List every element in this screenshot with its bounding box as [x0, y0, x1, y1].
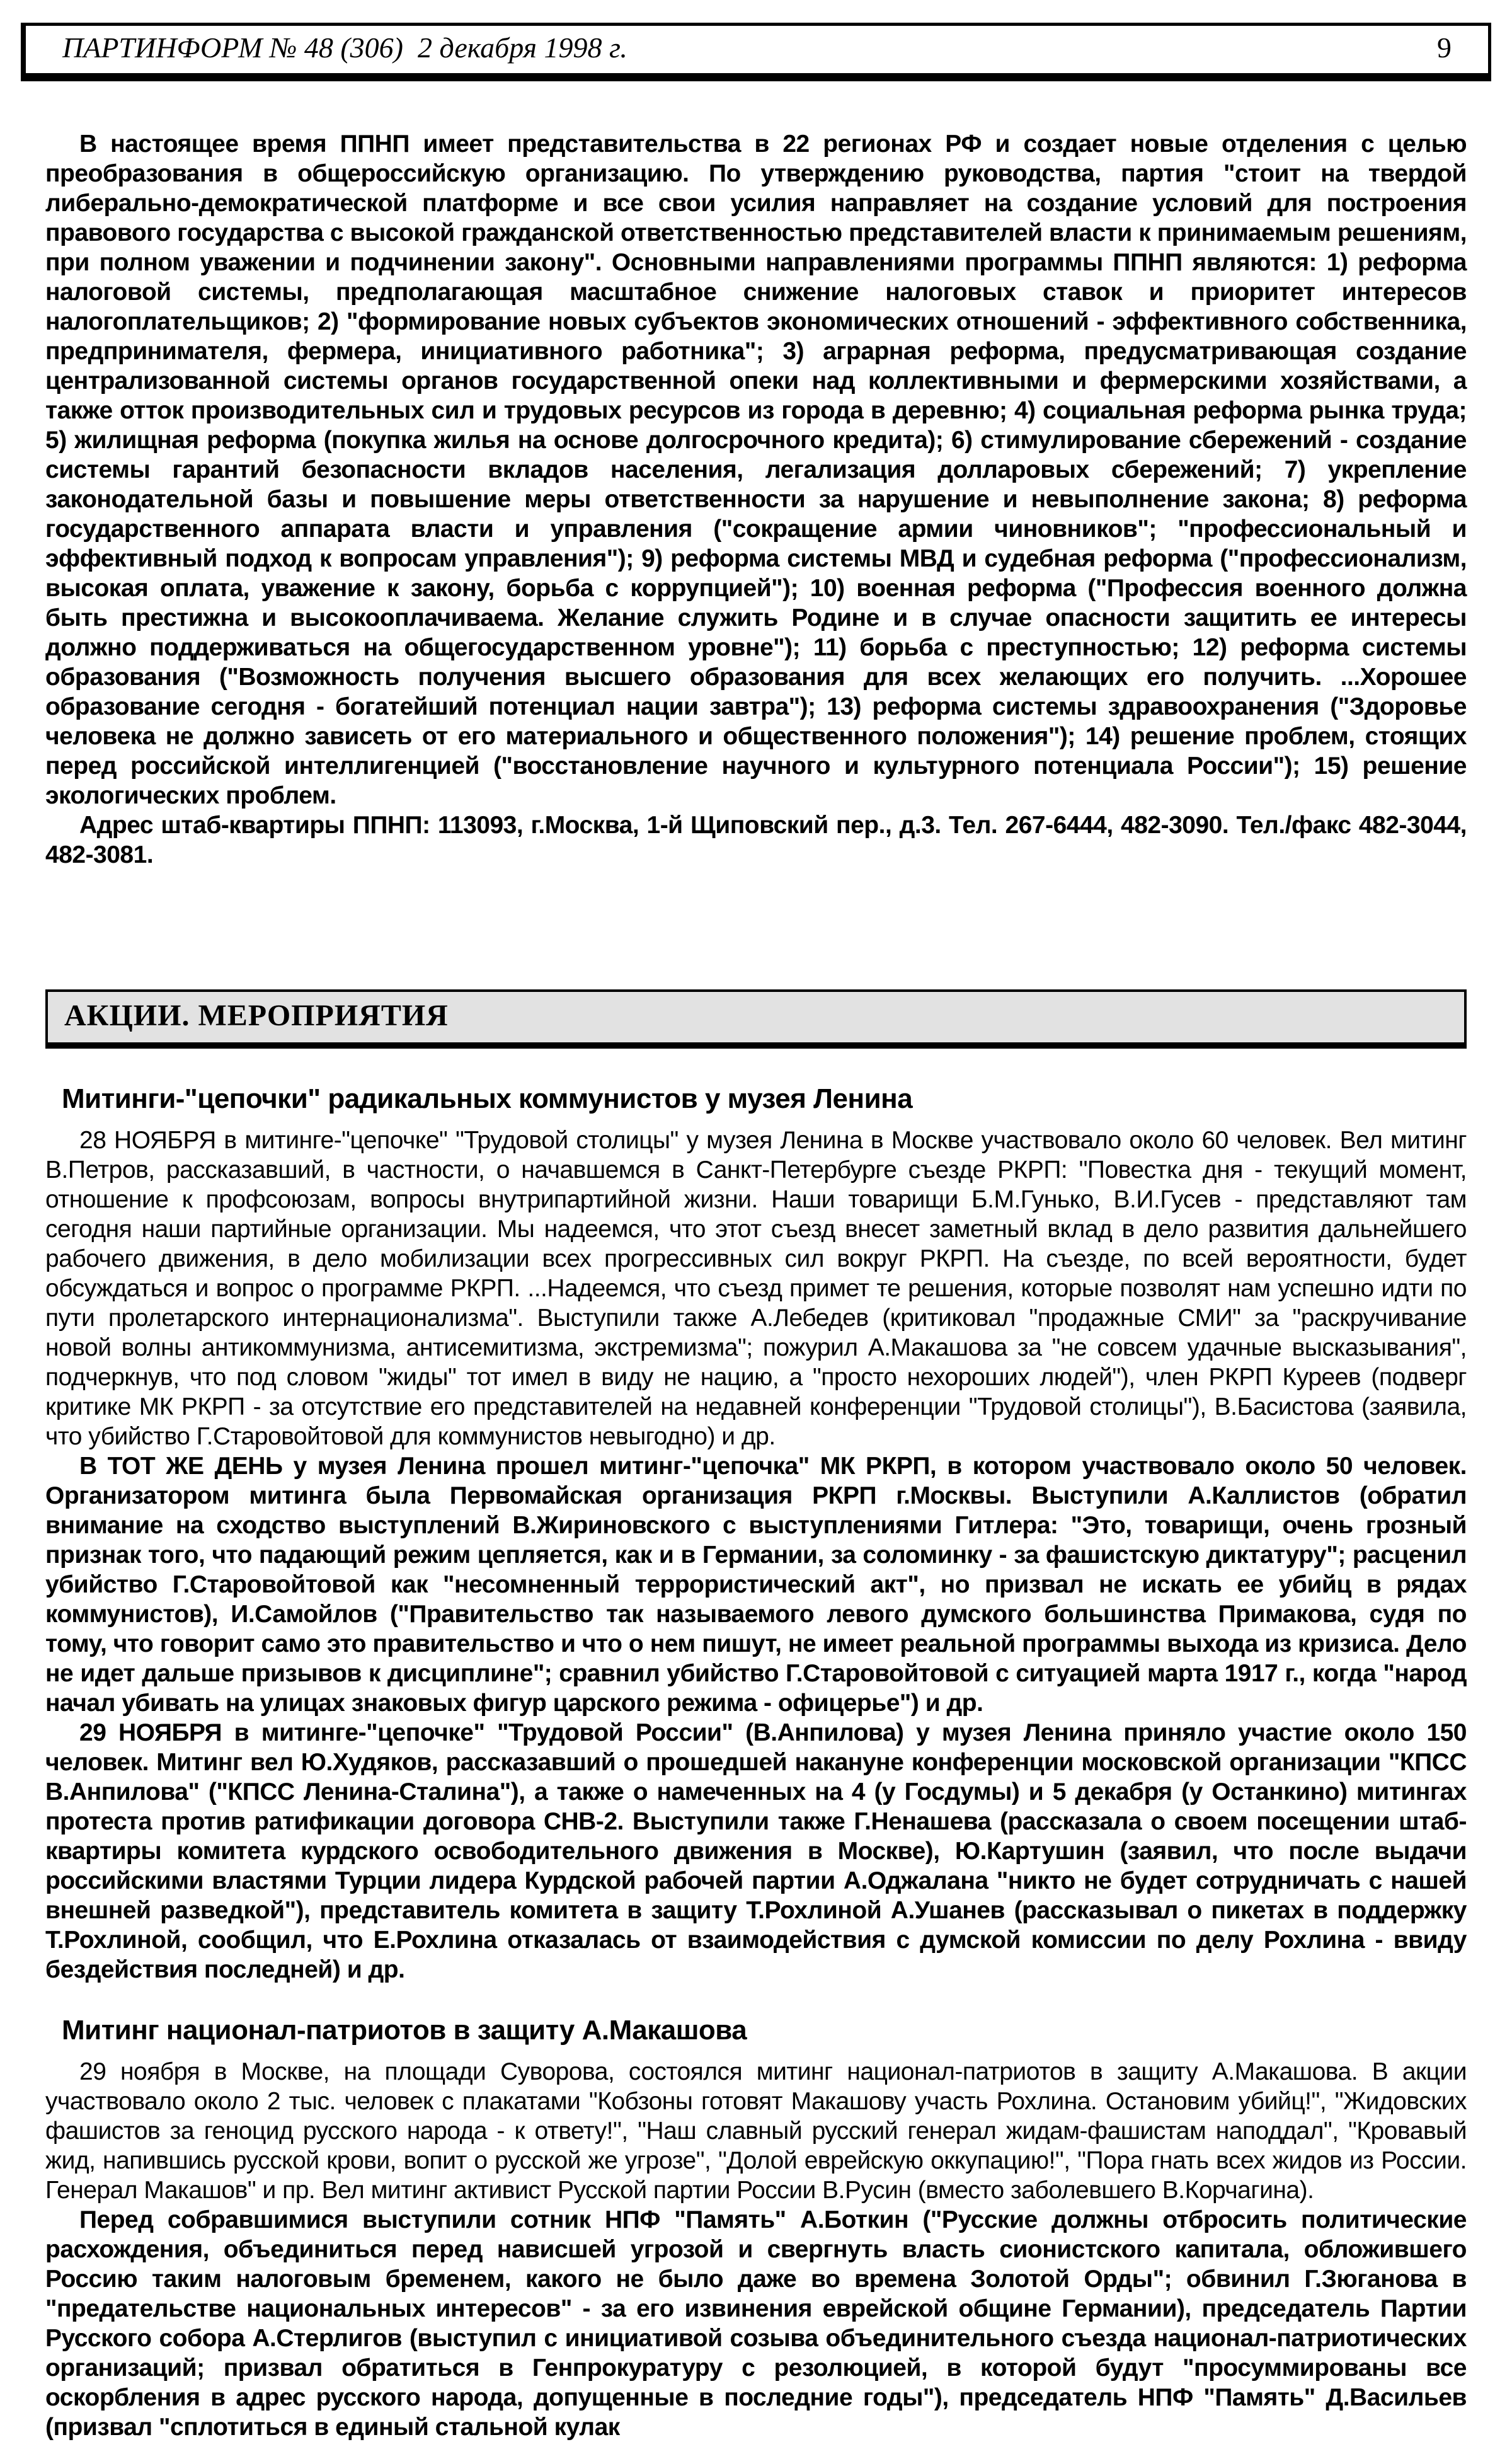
newsletter-title: ПАРТИНФОРМ № 48 (306) 2 декабря 1998 г.	[62, 32, 627, 64]
intro-paragraph-program: В настоящее время ППНП имеет представительства в 22 регионах РФ и создает новые отделения с целью преобразования в общероссийскую организацию. По утверждению руководства, партия "стоит на твердой либерально-демократической платформе и все свои усилия направляет на создание условий для построения правового государства с высокой гражданской ответственностью представителей власти к принимаемым решениям, при полном уважении и подчинении закону". Основными направлениями программы ППНП являются: 1) реформа налоговой системы, предполагающая масштабное снижение налоговых ставок и приоритет интересов налогоплательщиков; 2) "формирование новых субъектов экономических отношений - эффективного собственника, предпринимателя, фермера, инициативного работника"; 3) аграрная реформа, предусматривающая создание централизованной системы органов государственной опеки над коллективными и фермерскими хозяйствами, а также отток производительных сил и трудовых ресурсов из города в деревню; 4) социальная реформа рынка труда; 5) жилищная реформа (покупка жилья на основе долгосрочного кредита); 6) стимулирование сбережений - создание системы гарантий безопасности вкладов населения, легализация долларовых сбережений; 7) укрепление законодательной базы и повышение меры ответственности за нарушение и невыполнение закона; 8) реформа государственного аппарата власти и управления ("сокращение армии чиновников"; "профессиональный и эффективный подход к вопросам управления"); 9) реформа системы МВД и судебная реформа ("профессионализм, высокая оплата, уважение к закону, борьба с коррупцией"); 10) военная реформа ("Профессия военного должна быть престижна и высокооплачиваема. Желание служить Родине и в случае опасности защитить ее интересы должно поддерживаться на общегосударственном уровне"); 11) борьба с преступностью; 12) реформа системы образования ("Возможность получения высшего образования для всех желающих его получить. ...Хорошее образование сегодня - богатейший потенциал нации завтра"); 13) реформа системы здравоохранения ("Здоровье человека не должно зависеть от его материального и общественного положения"); 14) решение проблем, стоящих перед российской интеллигенцией ("восстановление научного и культурного потенциала России"); 15) решение экологических проблем.	[45, 130, 1467, 809]
article-paragraph: В ТОТ ЖЕ ДЕНЬ у музея Ленина прошел митинг-"цепочка" МК РКРП, в котором участвовало около 50 человек. Организатором митинга была Первомайская организация РКРП г.Москвы. Выступили А.Каллистов (обратил внимание на сходство выступлений В.Жириновского с выступлениями Гитлера: "Это, товарищи, очень грозный признак того, что падающий режим цепляется, как и в Германии, за соломинку - за фашистскую диктатуру"; расценил убийство Г.Старовойтовой как "несомненный террористический акт", но призвал не искать ее убийц в рядах коммунистов), И.Самойлов ("Правительство так называемого левого думского большинства Примакова, судя по тому, что говорит само это правительство и что о нем пишут, не имеет реальной программы выхода из кризиса. Дело не идет дальше призывов к дисциплине"; сравнил убийство Г.Старовойтовой с ситуацией марта 1917 г., когда "народ начал убивать на улицах знаковых фигур царского режима - офицерье") и др.	[45, 1452, 1467, 1717]
article-paragraph: 29 ноября в Москве, на площади Суворова, состоялся митинг национал-патриотов в защиту А.Макашова. В акции участвовало около 2 тыс. человек с плакатами "Кобзоны готовят Макашову участь Рохлина. Остановим убийц!", "Жидовских фашистов за геноцид русского народа - к ответу!", "Наш славный русский генерал жидам-фашистам наподдал", "Кровавый жид, напившись русской крови, вопит о русской же угрозе", "Долой еврейскую оккупацию!", "Пора гнать всех жидов из России. Генерал Макашов" и пр. Вел митинг активист Русской партии России В.Русин (вместо заболевшего В.Корчагина).	[45, 2058, 1467, 2204]
intro-paragraph-address: Адрес штаб-квартиры ППНП: 113093, г.Москва, 1-й Щиповский пер., д.3. Тел. 267-6444, 482-3090. Тел./факс 482-3044, 482-3081.	[45, 811, 1467, 868]
page-number: 9	[1437, 32, 1452, 64]
article-paragraph: Перед собравшимися выступили сотник НПФ "Память" А.Боткин ("Русские должны отбросить политические расхождения, объединиться перед нависшей угрозой и свергнуть власть сионистского капитала, обложившего Россию таким налоговым бременем, какого не было даже во времена Золотой Орды"; обвинил Г.Зюганова в "предательстве национальных интересов" - за его извинения еврейской общине Германии), председатель Партии Русского собора А.Стерлигов (выступил с инициативой созыва объединительного съезда национал-патриотических организаций; призвал обратиться в Генпрокуратуру с резолюцией, в которой будут "просуммированы все оскорбления в адрес русского народа, допущенные в последние годы"), председатель НПФ "Память" Д.Васильев (призвал "сплотиться в единый стальной кулак	[45, 2206, 1467, 2441]
article-heading-radical-communists: Митинги-"цепочки" радикальных коммунистов у музея Ленина	[62, 1083, 913, 1115]
page-header	[21, 23, 1491, 81]
section-banner	[45, 989, 1467, 1049]
article-paragraph: 28 НОЯБРЯ в митинге-"цепочке" "Трудовой столицы" у музея Ленина в Москве участвовало около 60 человек. Вел митинг В.Петров, рассказавший, в частности, о начавшемся в Санкт-Петербурге съезде РКРП: "Повестка дня - текущий момент, отношение к профсоюзам, вопросы внутрипартийной жизни. Наши товарищи Б.М.Гунько, В.И.Гусев - представляют там сегодня наши партийные организации. Мы надеемся, что этот съезд внесет заметный вклад в дело развития дальнейшего рабочего движения, в дело мобилизации всех прогрессивных сил вокруг РКРП. На съезде, по всей вероятности, будет обсуждаться и вопрос о программе РКРП. ...Надеемся, что съезд примет те решения, которые позволят нам успешно идти по пути пролетарского интернационализма". Выступили также А.Лебедев (критиковал "продажные СМИ" за "раскручивание новой волны антикоммунизма, антисемитизма, экстремизма"; пожурил А.Макашова за "не совсем удачные высказывания", подчеркнув, что под словом "жиды" тот имел в виду не нацию, а "просто нехороших людей"), член РКРП Куреев (подверг критике МК РКРП - за отсутствие его представителей на недавней конференции "Трудовой столицы"), В.Басистова (заявила, что убийство Г.Старовойтовой для коммунистов невыгодно) и др.	[45, 1126, 1467, 1450]
article-paragraph: 29 НОЯБРЯ в митинге-"цепочке" "Трудовой России" (В.Анпилова) у музея Ленина приняло участие около 150 человек. Митинг вел Ю.Худяков, рассказавший о прошедшей накануне конференции московской организации "КПСС В.Анпилова" ("КПСС Ленина-Сталина"), а также о намеченных на 4 (у Госдумы) и 5 декабря (у Останкино) митингах протеста против ратификации договора СНВ-2. Выступили также Г.Ненашева (рассказала о своем посещении штаб-квартиры комитета курдского освободительного движения в Москве), Ю.Картушин (заявил, что после выдачи российскими властями Турции лидера Курдской рабочей партии А.Оджалана "никто не будет сотрудничать с нашей внешней разведкой"), представитель комитета в защиту Т.Рохлиной А.Ушанев (рассказывал о пикетах в поддержку Т.Рохлиной, сообщил, что Е.Рохлина отказалась от взаимодействия с думской комиссии по делу Рохлина - ввиду бездействия последней) и др.	[45, 1719, 1467, 1983]
article-heading-national-patriots: Митинг национал-патриотов в защиту А.Макашова	[62, 2014, 747, 2046]
section-title: АКЦИИ. МЕРОПРИЯТИЯ	[64, 998, 449, 1032]
page-body	[45, 129, 1467, 2442]
newsletter-page	[0, 23, 1512, 2441]
